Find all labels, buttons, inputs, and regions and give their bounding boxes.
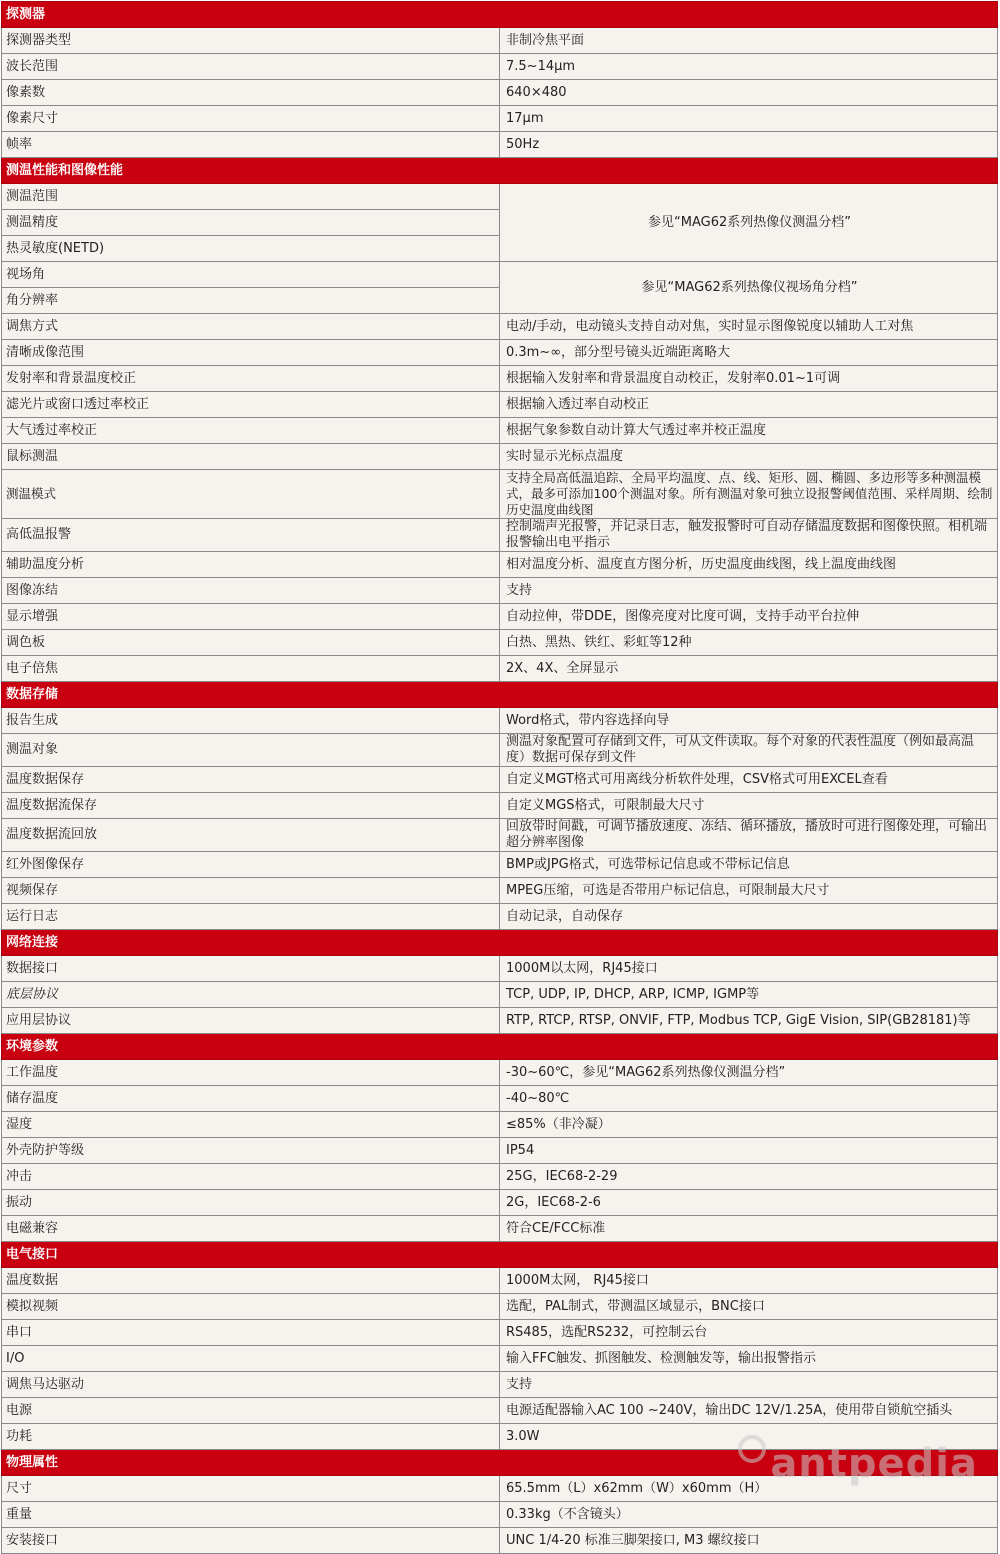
section-header xyxy=(2,682,998,708)
row-value: 选配，PAL制式，带测温区域显示，BNC接口 xyxy=(500,1294,998,1320)
table-row xyxy=(2,852,998,878)
row-label: 温度数据 xyxy=(2,1268,500,1294)
table-row xyxy=(2,552,998,578)
row-value: 0.3m~∞，部分型号镜头近端距离略大 xyxy=(500,340,998,366)
row-label: 调焦方式 xyxy=(2,314,500,340)
row-value: 2X、4X、全屏显示 xyxy=(500,656,998,682)
row-value: MPEG压缩，可选是否带用户标记信息，可限制最大尺寸 xyxy=(500,878,998,904)
row-value: ≤85%（非冷凝） xyxy=(500,1112,998,1138)
table-row xyxy=(2,982,998,1008)
table-row xyxy=(2,1216,998,1242)
row-label: I/O xyxy=(2,1346,500,1372)
section-title: 网络连接 xyxy=(2,930,998,956)
row-label: 模拟视频 xyxy=(2,1294,500,1320)
row-value: 17μm xyxy=(500,106,998,132)
row-label: 工作温度 xyxy=(2,1060,500,1086)
table-row xyxy=(2,262,998,288)
table-row xyxy=(2,184,998,210)
row-value: 支持 xyxy=(500,578,998,604)
table-row xyxy=(2,340,998,366)
row-label: 清晰成像范围 xyxy=(2,340,500,366)
row-value: IP54 xyxy=(500,1138,998,1164)
table-row xyxy=(2,1138,998,1164)
row-value: 输入FFC触发、抓图触发、检测触发等，输出报警指示 xyxy=(500,1346,998,1372)
section-header xyxy=(2,2,998,28)
table-row xyxy=(2,1112,998,1138)
section-title: 电气接口 xyxy=(2,1242,998,1268)
row-value: 自动拉伸，带DDE，图像亮度对比度可调，支持手动平台拉伸 xyxy=(500,604,998,630)
table-row xyxy=(2,708,998,734)
row-label: 大气透过率校正 xyxy=(2,418,500,444)
table-row xyxy=(2,578,998,604)
row-label: 测温对象 xyxy=(2,734,500,767)
table-row xyxy=(2,1268,998,1294)
row-value: 回放带时间戳，可调节播放速度、冻结、循环播放，播放时可进行图像处理，可输出超分辨率图像 xyxy=(500,819,998,852)
row-value: 白热、黑热、铁红、彩虹等12种 xyxy=(500,630,998,656)
row-label: 视场角 xyxy=(2,262,500,288)
table-row xyxy=(2,366,998,392)
row-label: 高低温报警 xyxy=(2,519,500,552)
row-value: 3.0W xyxy=(500,1424,998,1450)
row-label: 像素数 xyxy=(2,80,500,106)
section-title: 环境参数 xyxy=(2,1034,998,1060)
table-row xyxy=(2,819,998,852)
row-value: 50Hz xyxy=(500,132,998,158)
row-label: 电子倍焦 xyxy=(2,656,500,682)
row-label: 电磁兼容 xyxy=(2,1216,500,1242)
section-title: 测温性能和图像性能 xyxy=(2,158,998,184)
table-row xyxy=(2,418,998,444)
table-row xyxy=(2,734,998,767)
row-label: 探测器类型 xyxy=(2,28,500,54)
row-value: 电源适配器输入AC 100 ~240V，输出DC 12V/1.25A，使用带自锁航空插头 xyxy=(500,1398,998,1424)
row-value: 自定义MGT格式可用离线分析软件处理，CSV格式可用EXCEL查看 xyxy=(500,767,998,793)
table-row xyxy=(2,1502,998,1528)
row-value: 自定义MGS格式，可限制最大尺寸 xyxy=(500,793,998,819)
table-row xyxy=(2,1476,998,1502)
table-row xyxy=(2,392,998,418)
row-value: 非制冷焦平面 xyxy=(500,28,998,54)
table-row xyxy=(2,54,998,80)
row-value: 7.5~14μm xyxy=(500,54,998,80)
row-label: 像素尺寸 xyxy=(2,106,500,132)
row-label: 视频保存 xyxy=(2,878,500,904)
row-value: 电动/手动，电动镜头支持自动对焦，实时显示图像锐度以辅助人工对焦 xyxy=(500,314,998,340)
table-row xyxy=(2,106,998,132)
table-row xyxy=(2,793,998,819)
row-label: 图像冻结 xyxy=(2,578,500,604)
row-label: 重量 xyxy=(2,1502,500,1528)
row-value: 25G，IEC68-2-29 xyxy=(500,1164,998,1190)
section-header xyxy=(2,930,998,956)
table-row xyxy=(2,314,998,340)
row-value: 1000M太网， RJ45接口 xyxy=(500,1268,998,1294)
row-label: 帧率 xyxy=(2,132,500,158)
row-label: 数据接口 xyxy=(2,956,500,982)
section-title: 探测器 xyxy=(2,2,998,28)
row-label: 串口 xyxy=(2,1320,500,1346)
row-label: 运行日志 xyxy=(2,904,500,930)
table-row xyxy=(2,956,998,982)
row-label: 热灵敏度(NETD) xyxy=(2,236,500,262)
table-row xyxy=(2,1060,998,1086)
row-value: 2G，IEC68-2-6 xyxy=(500,1190,998,1216)
row-value: 640×480 xyxy=(500,80,998,106)
row-label: 振动 xyxy=(2,1190,500,1216)
table-row xyxy=(2,1320,998,1346)
row-label: 外壳防护等级 xyxy=(2,1138,500,1164)
row-label: 温度数据保存 xyxy=(2,767,500,793)
table-row xyxy=(2,1164,998,1190)
section-title: 物理属性 xyxy=(2,1450,998,1476)
row-label: 波长范围 xyxy=(2,54,500,80)
row-label: 测温模式 xyxy=(2,470,500,519)
row-label: 测温精度 xyxy=(2,210,500,236)
row-label: 安装接口 xyxy=(2,1528,500,1554)
row-label: 滤光片或窗口透过率校正 xyxy=(2,392,500,418)
row-value: RS485，选配RS232，可控制云台 xyxy=(500,1320,998,1346)
section-header xyxy=(2,1450,998,1476)
table-row xyxy=(2,1424,998,1450)
table-row xyxy=(2,604,998,630)
row-label: 温度数据流保存 xyxy=(2,793,500,819)
row-value: 1000M以太网，RJ45接口 xyxy=(500,956,998,982)
row-value: Word格式，带内容选择向导 xyxy=(500,708,998,734)
row-value: 测温对象配置可存储到文件，可从文件读取。每个对象的代表性温度（例如最高温度）数据可保存到文件 xyxy=(500,734,998,767)
table-row xyxy=(2,878,998,904)
row-value: 符合CE/FCC标准 xyxy=(500,1216,998,1242)
row-label: 发射率和背景温度校正 xyxy=(2,366,500,392)
table-row xyxy=(2,1008,998,1034)
section-title: 数据存储 xyxy=(2,682,998,708)
row-value: -40~80℃ xyxy=(500,1086,998,1112)
row-label: 冲击 xyxy=(2,1164,500,1190)
table-row xyxy=(2,1346,998,1372)
row-label: 温度数据流回放 xyxy=(2,819,500,852)
table-row xyxy=(2,904,998,930)
row-label: 红外图像保存 xyxy=(2,852,500,878)
merged-value: 参见“MAG62系列热像仪视场角分档” xyxy=(500,262,998,314)
table-row xyxy=(2,444,998,470)
row-value: 控制端声光报警，并记录日志，触发报警时可自动存储温度数据和图像快照。相机端报警输出电平指示 xyxy=(500,519,998,552)
row-value: UNC 1/4-20 标准三脚架接口, M3 螺纹接口 xyxy=(500,1528,998,1554)
section-header xyxy=(2,1242,998,1268)
row-value: 支持 xyxy=(500,1372,998,1398)
row-label: 湿度 xyxy=(2,1112,500,1138)
row-value: -30~60℃，参见“MAG62系列热像仪测温分档” xyxy=(500,1060,998,1086)
row-value: 根据气象参数自动计算大气透过率并校正温度 xyxy=(500,418,998,444)
row-value: RTP, RTCP, RTSP, ONVIF, FTP, Modbus TCP, GigE Vision, SIP(GB28181)等 xyxy=(500,1008,998,1034)
table-row xyxy=(2,28,998,54)
table-row xyxy=(2,1190,998,1216)
row-label: 调色板 xyxy=(2,630,500,656)
row-value: 0.33kg（不含镜头） xyxy=(500,1502,998,1528)
watermark-text: antpedia xyxy=(770,1441,978,1487)
table-row xyxy=(2,1372,998,1398)
row-label: 鼠标测温 xyxy=(2,444,500,470)
row-label: 功耗 xyxy=(2,1424,500,1450)
table-row xyxy=(2,132,998,158)
table-row xyxy=(2,1398,998,1424)
section-header xyxy=(2,1034,998,1060)
row-value: 实时显示光标点温度 xyxy=(500,444,998,470)
row-label: 应用层协议 xyxy=(2,1008,500,1034)
table-row xyxy=(2,519,998,552)
row-value: 自动记录，自动保存 xyxy=(500,904,998,930)
row-label: 调焦马达驱动 xyxy=(2,1372,500,1398)
row-value: 相对温度分析、温度直方图分析，历史温度曲线图，线上温度曲线图 xyxy=(500,552,998,578)
row-value: TCP, UDP, IP, DHCP, ARP, ICMP, IGMP等 xyxy=(500,982,998,1008)
row-label: 电源 xyxy=(2,1398,500,1424)
table-row xyxy=(2,630,998,656)
row-label: 储存温度 xyxy=(2,1086,500,1112)
table-row xyxy=(2,656,998,682)
section-header xyxy=(2,158,998,184)
table-row xyxy=(2,767,998,793)
row-label: 尺寸 xyxy=(2,1476,500,1502)
table-row xyxy=(2,1528,998,1554)
table-row xyxy=(2,1294,998,1320)
row-label: 测温范围 xyxy=(2,184,500,210)
row-label: 辅助温度分析 xyxy=(2,552,500,578)
merged-value: 参见“MAG62系列热像仪测温分档” xyxy=(500,184,998,262)
row-value: 65.5mm（L）x62mm（W）x60mm（H） xyxy=(500,1476,998,1502)
row-value: 根据输入透过率自动校正 xyxy=(500,392,998,418)
spec-table xyxy=(1,1,998,1554)
row-label: 显示增强 xyxy=(2,604,500,630)
table-row xyxy=(2,1086,998,1112)
row-value: 根据输入发射率和背景温度自动校正，发射率0.01~1可调 xyxy=(500,366,998,392)
row-value: BMP或JPG格式，可选带标记信息或不带标记信息 xyxy=(500,852,998,878)
row-label: 报告生成 xyxy=(2,708,500,734)
row-label: 角分辨率 xyxy=(2,288,500,314)
row-value: 支持全局高低温追踪、全局平均温度、点、线、矩形、圆、椭圆、多边形等多种测温模式，最多可添加100个测温对象。所有测温对象可独立设报警阈值范围、采样周期、绘制历史温度曲线图 xyxy=(500,470,998,519)
table-row xyxy=(2,470,998,519)
row-label: 底层协议 xyxy=(2,982,500,1008)
table-row xyxy=(2,80,998,106)
